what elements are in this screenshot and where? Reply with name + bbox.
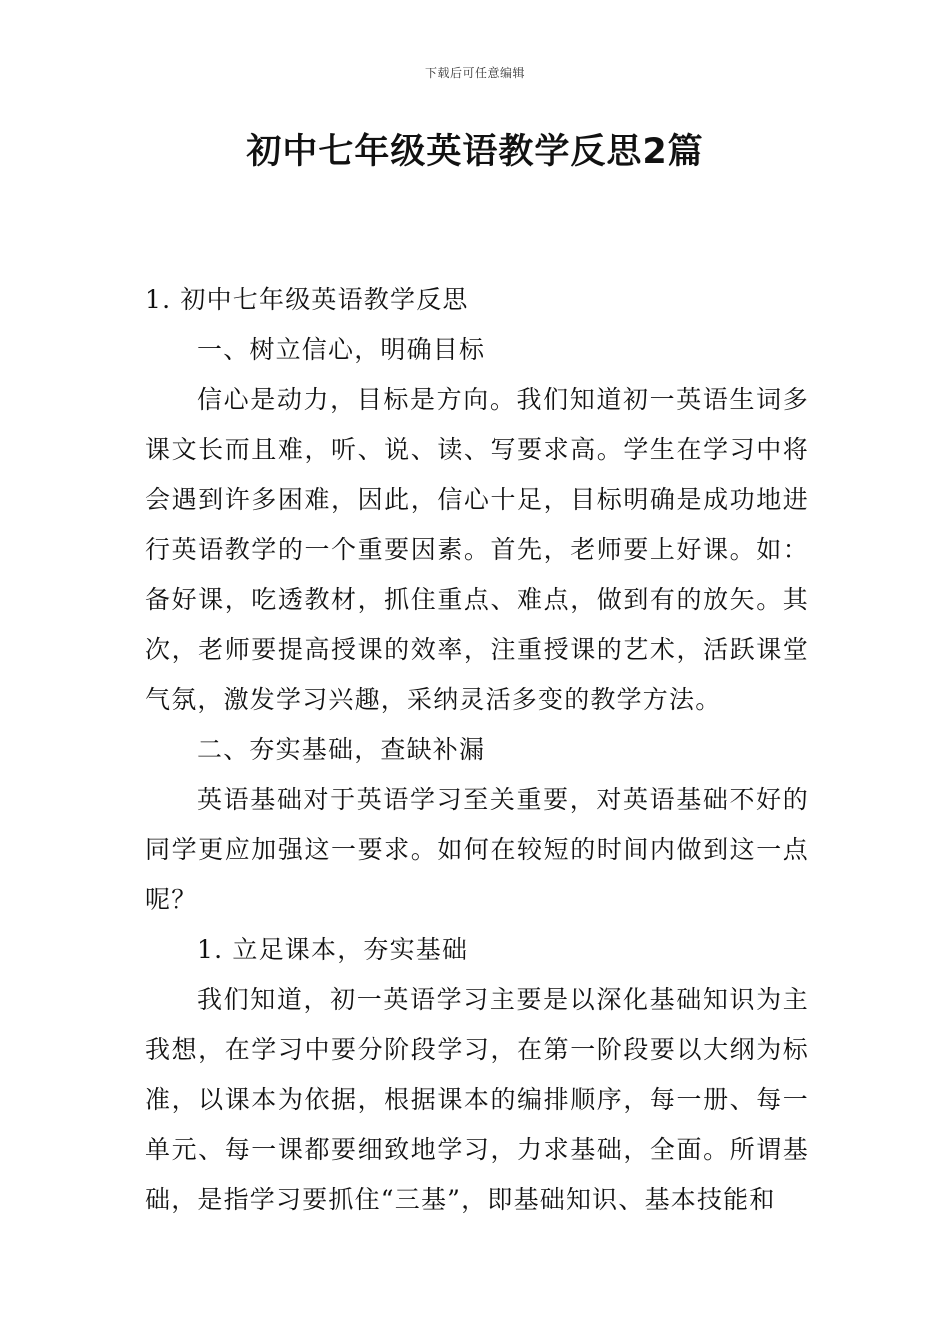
document-body xyxy=(145,275,809,1225)
page-title: 初中七年级英语教学反思2篇 xyxy=(246,132,704,172)
paragraph-foundation: 英语基础对于英语学习至关重要，对英语基础不好的同学更应加强这一要求。如何在较短的时间内做到这一点呢？ xyxy=(145,785,809,914)
header-note: 下载后可任意编辑 xyxy=(424,66,525,80)
subheading-textbook: 1. 立足课本，夯实基础 xyxy=(197,935,469,964)
paragraph-confidence: 信心是动力，目标是方向。我们知道初一英语生词多课文长而且难，听、说、读、写要求高。学生在学习中将会遇到许多困难，因此，信心十足，目标明确是成功地进行英语教学的一个重要因素。首先，老师要上好课。如：备好课，吃透教材，抓住重点、难点，做到有的放矢。其次，老师要提高授课的效率，注重授课的艺术，活跃课堂气氛，激发学习兴趣，采纳灵活多变的教学方法。 xyxy=(145,385,809,714)
paragraph-textbook: 我们知道，初一英语学习主要是以深化基础知识为主我想，在学习中要分阶段学习，在第一阶段要以大纲为标准，以课本为依据，根据课本的编排顺序，每一册、每一单元、每一课都要细致地学习，力求基础，全面。所谓基础，是指学习要抓住“三基”，即基础知识、基本技能和 xyxy=(145,985,809,1214)
section-title: 1. 初中七年级英语教学反思 xyxy=(145,285,469,314)
heading-build-confidence: 一、树立信心，明确目标 xyxy=(197,335,486,364)
heading-strengthen-foundation: 二、夯实基础，查缺补漏 xyxy=(197,735,486,764)
